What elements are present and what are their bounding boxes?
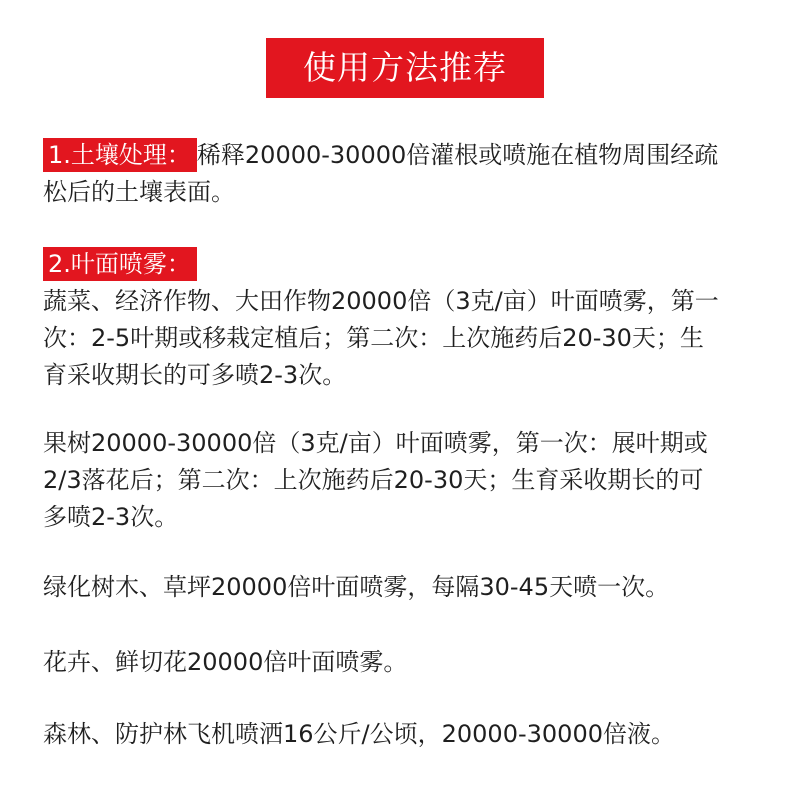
section-tag: 2.叶面喷雾： (43, 247, 197, 281)
section-text: 稀释20000-30000倍灌根或喷施在植物周围经疏 (196, 141, 719, 169)
section-soil-treatment (43, 137, 773, 211)
paragraph-line: 花卉、鲜切花20000倍叶面喷雾。 (43, 648, 408, 676)
paragraph-forest (43, 716, 773, 753)
paragraph-flowers (43, 644, 773, 681)
paragraph-fruit-trees (43, 425, 773, 536)
section-line: 蔬菜、经济作物、大田作物20000倍（3克/亩）叶面喷雾，第一 (43, 287, 719, 315)
paragraph-line: 森林、防护林飞机喷洒16公斤/公顷，20000-30000倍液。 (43, 720, 675, 748)
section-line: 育采收期长的可多喷2-3次。 (43, 361, 347, 389)
section-line: 次：2-5叶期或移栽定植后；第二次：上次施药后20-30天；生 (43, 324, 704, 352)
page-title: 使用方法推荐 (266, 38, 544, 98)
section-tag: 1.土壤处理： (43, 138, 197, 172)
section-foliar-spray (43, 246, 773, 394)
paragraph-greening (43, 569, 773, 606)
paragraph-line: 果树20000-30000倍（3克/亩）叶面喷雾，第一次：展叶期或 (43, 429, 708, 457)
section-line (43, 246, 773, 283)
section-line: 松后的土壤表面。 (43, 178, 235, 206)
section-line (43, 137, 773, 174)
paragraph-line: 多喷2-3次。 (43, 503, 179, 531)
paragraph-line: 绿化树木、草坪20000倍叶面喷雾，每隔30-45天喷一次。 (43, 573, 670, 601)
paragraph-line: 2/3落花后；第二次：上次施药后20-30天；生育采收期长的可 (43, 466, 704, 494)
